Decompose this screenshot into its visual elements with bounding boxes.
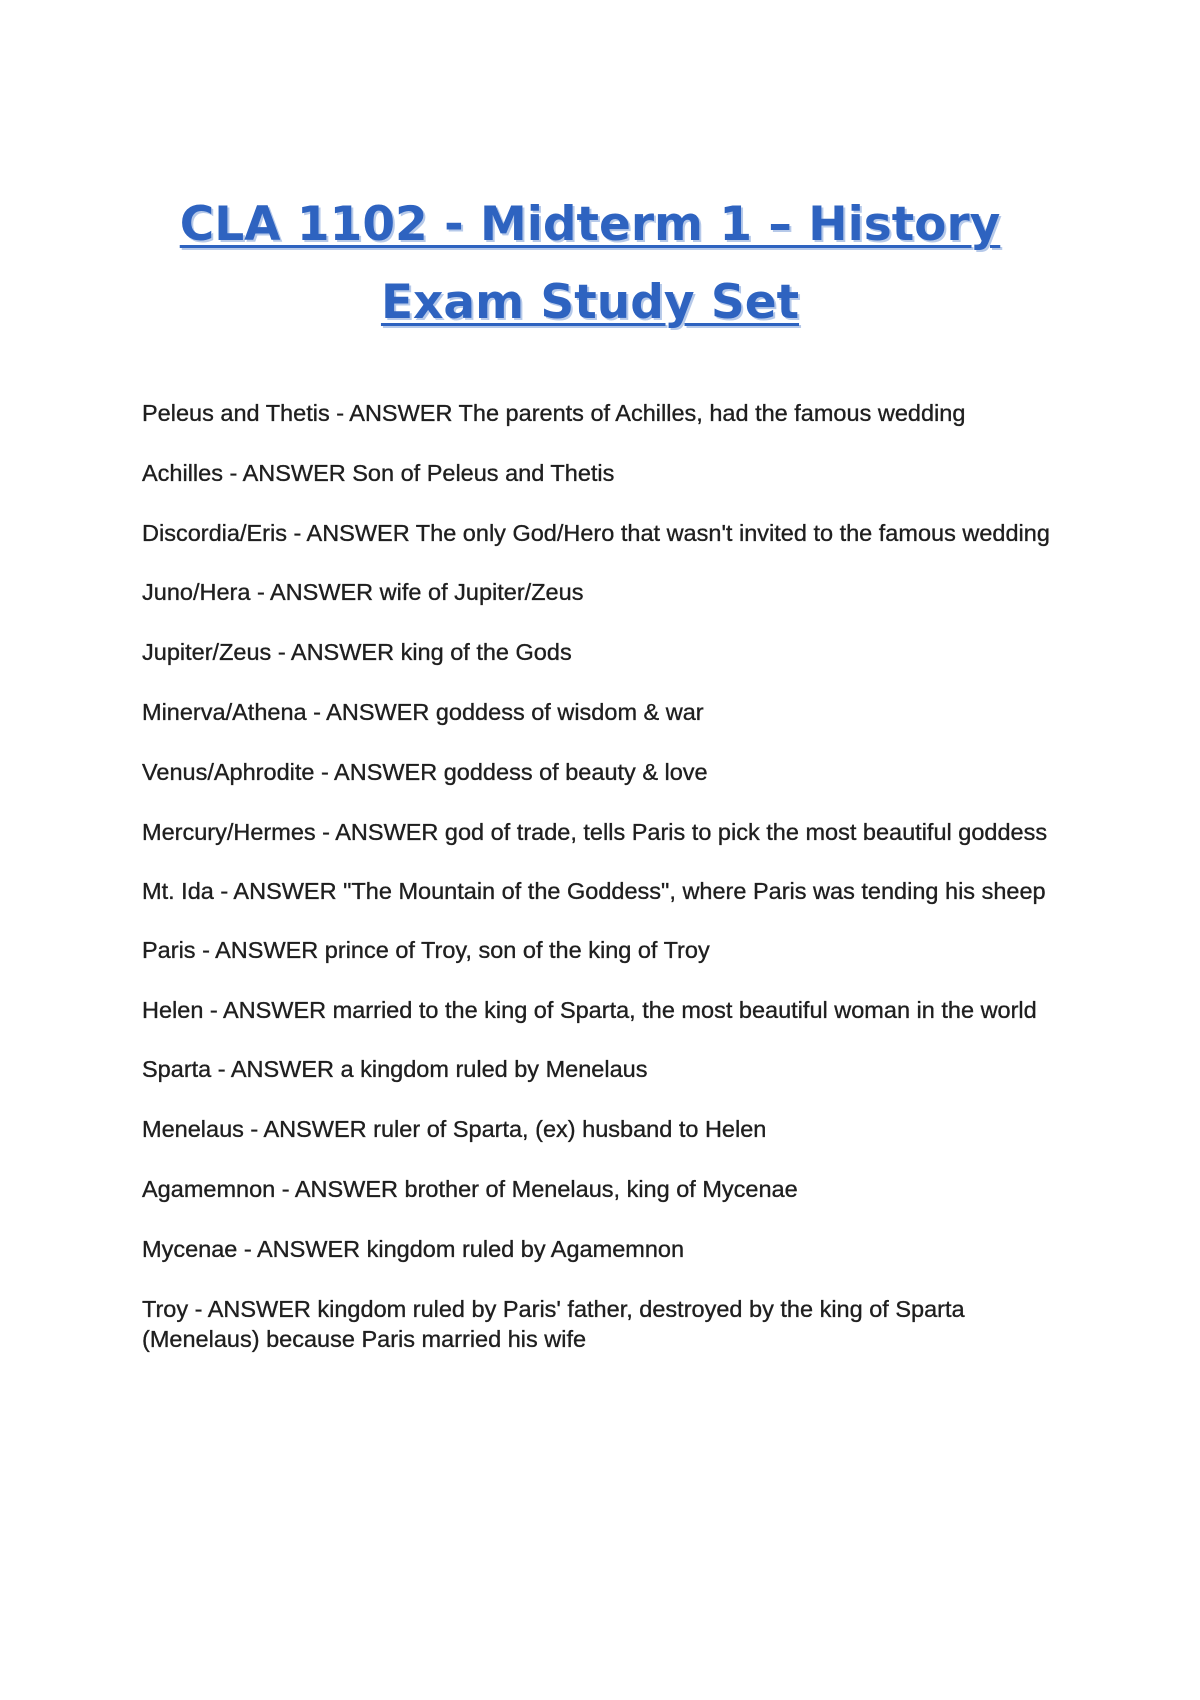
study-entry: Mt. Ida - ANSWER "The Mountain of the Goddess", where Paris was tending his sheep [142,878,1046,904]
title-line-2: Exam Study Set [380,275,800,330]
document-title [140,186,1040,342]
study-entry: Sparta - ANSWER a kingdom ruled by Menelaus [142,1056,648,1082]
study-entries [142,398,1062,1383]
study-entry: Troy - ANSWER kingdom ruled by Paris' father, destroyed by the king of Sparta (Menelaus) because Paris married his wife [142,1296,965,1352]
study-entry: Juno/Hera - ANSWER wife of Jupiter/Zeus [142,579,584,605]
study-entry: Achilles - ANSWER Son of Peleus and Thetis [142,460,615,486]
study-entry: Mycenae - ANSWER kingdom ruled by Agamemnon [142,1236,685,1262]
study-entry: Helen - ANSWER married to the king of Sparta, the most beautiful woman in the world [142,997,1037,1023]
study-entry: Mercury/Hermes - ANSWER god of trade, tells Paris to pick the most beautiful goddess [142,819,1048,845]
title-line-1: CLA 1102 - Midterm 1 – History [179,197,1001,252]
study-entry: Jupiter/Zeus - ANSWER king of the Gods [142,639,572,665]
study-entry: Venus/Aphrodite - ANSWER goddess of beauty & love [142,759,708,785]
title-line-2-wrap [140,264,1040,342]
study-entry: Agamemnon - ANSWER brother of Menelaus, king of Mycenae [142,1176,798,1202]
study-entry: Peleus and Thetis - ANSWER The parents of Achilles, had the famous wedding [142,400,966,426]
study-entry: Paris - ANSWER prince of Troy, son of the king of Troy [142,937,710,963]
study-entry: Discordia/Eris - ANSWER The only God/Hero that wasn't invited to the famous wedding [142,520,1050,546]
study-entry: Menelaus - ANSWER ruler of Sparta, (ex) husband to Helen [142,1116,767,1142]
title-line-1-wrap [140,186,1040,264]
study-entry: Minerva/Athena - ANSWER goddess of wisdom & war [142,699,704,725]
